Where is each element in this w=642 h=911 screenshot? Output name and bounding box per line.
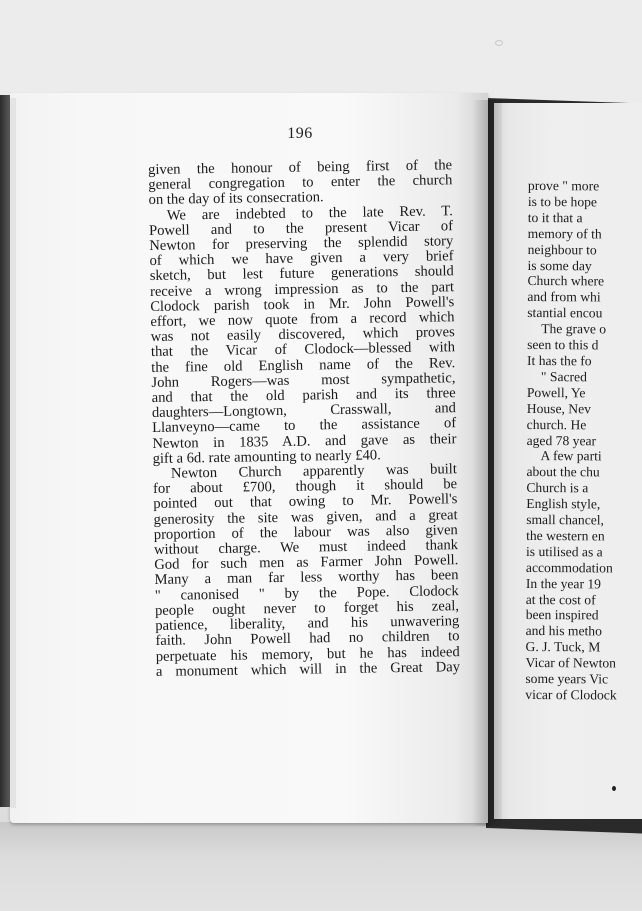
text-line: and that the old parish and its three (151, 385, 456, 407)
right-page-text (525, 178, 642, 704)
text-line: Church is a (526, 480, 589, 496)
text-line: Powell, Ye (526, 384, 586, 401)
text-line: vicar of Clodock (525, 686, 617, 703)
text-line: a monument which will in the Great Day (155, 658, 461, 680)
text-line: that the Vicar of Clodock—blessed with (150, 339, 456, 361)
text-line: Church where (527, 273, 605, 289)
text-line: for about £700, though it should be (152, 476, 458, 498)
text-line: was not easily discovered, which proves (150, 324, 455, 346)
text-line: It has the fo (527, 352, 592, 369)
text-line: is utilised as a (526, 543, 603, 560)
text-line: on the day of its consecration. (148, 189, 324, 209)
text-line: seen to this d (527, 337, 599, 353)
text-line: church. He (526, 416, 587, 432)
text-line: " Sacred (540, 368, 587, 385)
text-line: daughters—Longtown, Crasswall, and (151, 400, 457, 422)
text-line: been inspired (525, 607, 599, 623)
text-line: Llanveyno—came to the assistance of (152, 415, 457, 437)
text-line: some years Vic (525, 671, 609, 687)
text-line: general congregation to enter the church (148, 172, 453, 194)
text-line: God for such men as Farmer John Powell. (154, 552, 459, 574)
text-line: to it that a (527, 209, 583, 226)
text-line: Clodock parish took in Mr. John Powell's (150, 294, 455, 315)
paper-speck (495, 40, 503, 46)
text-line: receive a wrong impression as to the part (149, 278, 455, 300)
text-line: stantial encou (527, 305, 603, 321)
text-line: In the year 19 (525, 575, 602, 592)
text-line: is to be hope (527, 193, 598, 210)
page-edges (10, 98, 16, 808)
text-line: faith. John Powell had no children to (155, 628, 460, 650)
table-surface (0, 822, 642, 911)
text-line: " canonised " by the Pope. Clodock (154, 582, 459, 604)
text-line: prove " more (527, 178, 600, 194)
text-line: Newton Church apparently was built (170, 461, 457, 482)
text-line: proportion of the labour was also given (153, 522, 458, 543)
text-line: A few parti (540, 448, 602, 464)
text-line: gift a 6d. rate amounting to nearly £40. (152, 447, 381, 467)
text-line: memory of th (527, 225, 602, 242)
left-page-text (148, 158, 460, 680)
text-line: aged 78 year (526, 432, 597, 448)
text-line: sketch, but lest future generations should (149, 263, 454, 285)
text-line: the fine old English name of the Rev. (151, 354, 456, 376)
text-line: and from whi (527, 289, 601, 305)
page-number: 196 (287, 125, 313, 142)
text-line: generosity the site was given, and a great (153, 506, 458, 528)
text-line: effort, we now quote from a record which (150, 309, 455, 331)
text-line: the western en (526, 527, 605, 544)
text-line: Newton in 1835 A.D. and gave as their (152, 430, 457, 452)
text-line: people ought never to forget his zeal, (154, 598, 460, 619)
text-line: G. J. Tuck, M (525, 639, 601, 655)
text-line: small chancel, (526, 512, 605, 528)
text-line: patience, liberality, and his unwavering (155, 613, 460, 635)
text-line: neighbour to (527, 241, 597, 257)
text-line: at the cost of (525, 591, 596, 607)
text-line: of which we have given a very brief (149, 248, 454, 270)
text-line: without charge. We must indeed thank (153, 537, 459, 559)
text-line: Vicar of Newton (525, 655, 617, 671)
text-line: Many a man far less worthy has been (154, 567, 459, 589)
text-line: perpetuate his memory, but he has indeed (155, 643, 460, 665)
ink-speck (612, 786, 616, 791)
text-line: accommodation (525, 559, 613, 576)
text-line: John Rogers—was most sympathetic, (151, 370, 456, 391)
text-line: The grave o (541, 321, 607, 337)
text-line: about the chu (526, 464, 600, 480)
text-line: English style, (526, 496, 601, 512)
book-gutter (472, 100, 502, 826)
text-line: House, Nev (526, 400, 592, 417)
text-line: and his metho (525, 623, 602, 639)
text-line: given the honour of being first of the (147, 157, 453, 178)
text-line: We are indebted to the late Rev. T. (166, 202, 453, 224)
text-line: Powell and to the present Vicar of (148, 218, 454, 239)
text-line: is some day (527, 257, 592, 273)
text-line: pointed out that owing to Mr. Powell's (153, 491, 458, 513)
text-line: Newton for preserving the splendid story (149, 233, 454, 255)
